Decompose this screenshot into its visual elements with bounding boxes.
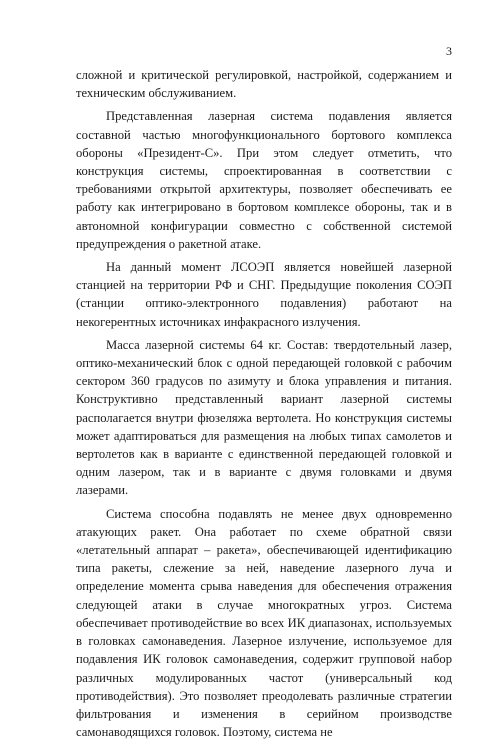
paragraph-current-status: На данный момент ЛСОЭП является новейшей лазерной станцией на территории РФ и СНГ. Предыдущие поколения СОЭП (станции оптико-электронного подавления) работают на некогерентных источниках инфакрасного излучения. bbox=[76, 260, 452, 329]
paragraph-system-mass: Масса лазерной системы 64 кг. Состав: твердотельный лазер, оптико-механический блок с одной передающей головкой с рабочим сектором 360 градусов по азимуту и блока управления и питания. Конструктивно представленный вариант лазерной системы располагается внутри фюзеляжа вертолета. Но конструкция системы может адаптироваться для размещения на любых типах самолетов и вертолетов как в варианте с единственной передающей головкой и одним лазером, так и в варианте с двумя головками и двумя лазерами. bbox=[76, 337, 452, 498]
page-number: 3 bbox=[446, 44, 452, 58]
paragraph-continuation: сложной и критической регулировкой, настройкой, содержанием и техническим обслуживанием. bbox=[76, 68, 452, 101]
paragraph-laser-system: Представленная лазерная система подавления является составной частью многофункционального бортового комплекса обороны «Президент-С». При этом следует отметить, что конструкция системы, спроектированная в соответствии с требованиями открытой архитектуры, позволяет обеспечивать ее работу как интегрировано в бортовом комплексе обороны, так и в автономной конфигурации совместно с собственной системой предупреждения о ракетной атаке. bbox=[76, 109, 452, 251]
paragraph-system-capability: Система способна подавлять не менее двух одновременно атакующих ракет. Она работает по схеме обратной связи «летательный аппарат – ракета», обеспечивающей идентификацию типа ракеты, слежение за ней, наведение лазерного луча и определение момента срыва наведения для обеспечения отражения следующей атаки в случае многократных угроз. Система обеспечивает противодействие во всех ИК диапазонах, используемых в головках самонаведения. Лазерное излучение, используемое для подавления ИК головок самонаведения, содержит групповой набор различных модулированных частот (универсальный код противодействия). Это позволяет преодолевать различные стратегии фильтрования и изменения в серийном производстве самонаводящихся головок. Поэтому, система не bbox=[76, 506, 452, 740]
body-text bbox=[76, 66, 452, 746]
